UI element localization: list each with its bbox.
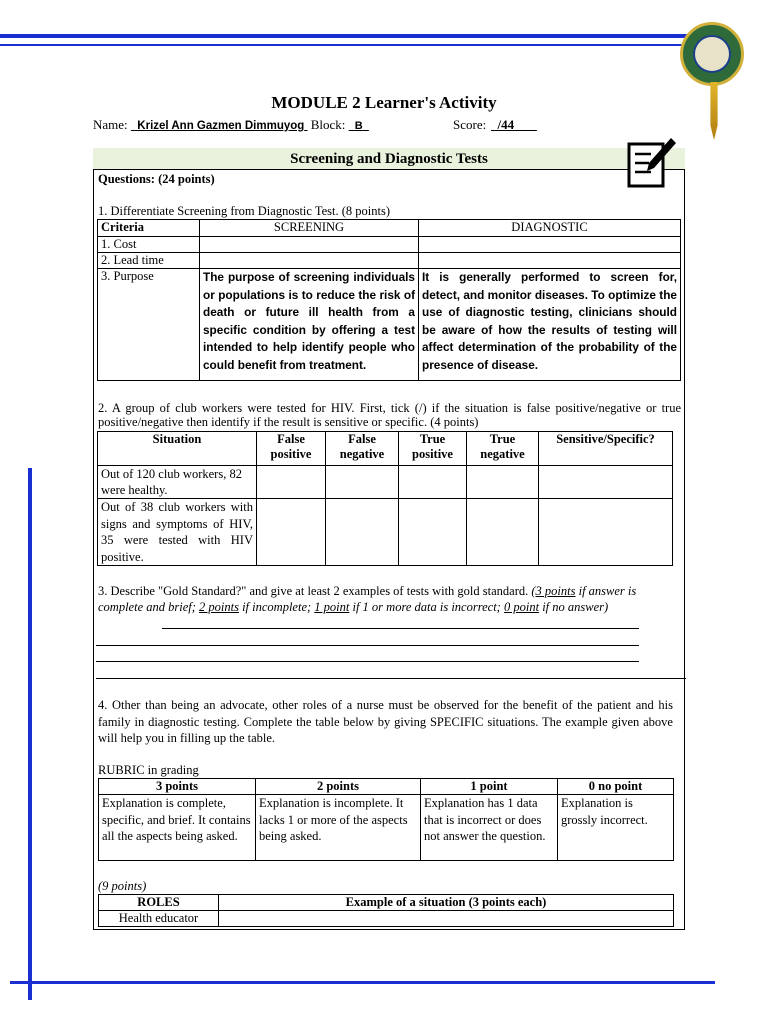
- q1-row-leadtime-label: 2. Lead time: [98, 253, 200, 269]
- rubric-table: [98, 778, 674, 861]
- q2-cell[interactable]: [539, 466, 673, 499]
- q3-rubric: (3 points if answer is complete and brief; 2 points if incomplete; 1 point if 1 or more data is incorrect; 0 point if no answer): [98, 584, 637, 614]
- name-row: [93, 117, 693, 133]
- block-label: Block:: [310, 117, 346, 132]
- q1-row-leadtime-diagnostic[interactable]: [419, 253, 681, 269]
- q2-cell[interactable]: [326, 499, 399, 566]
- name-label: Name:: [93, 117, 128, 132]
- rubric-cell-3: Explanation is complete, specific, and brief. It contains all the aspects being asked.: [99, 795, 256, 861]
- q3-answer-line[interactable]: [162, 628, 639, 629]
- q3-answer-line[interactable]: [96, 645, 639, 646]
- q2-cell[interactable]: [467, 466, 539, 499]
- rubric-header-2: 2 points: [256, 779, 421, 795]
- rubric-label: RUBRIC in grading: [98, 763, 199, 777]
- left-rule: [28, 468, 32, 1000]
- q2-table: [97, 431, 673, 566]
- university-seal-logo: [680, 22, 744, 86]
- rubric-cell-0: Explanation is grossly incorrect.: [558, 795, 674, 861]
- questions-label: Questions: (24 points): [98, 172, 215, 186]
- roles-table: [98, 894, 674, 927]
- q3-answer-line[interactable]: [96, 678, 686, 679]
- q2-cell[interactable]: [257, 499, 326, 566]
- q3-question: 3. Describe "Gold Standard?" and give at least 2 examples of tests with gold standard.: [98, 584, 529, 598]
- q2-cell[interactable]: [399, 499, 467, 566]
- q2-situation-1: Out of 120 club workers, 82 were healthy.: [98, 466, 257, 499]
- q1-text: 1. Differentiate Screening from Diagnostic Test. (8 points): [98, 204, 390, 218]
- section-title: Screening and Diagnostic Tests: [93, 148, 685, 170]
- rubric-cell-1: Explanation has 1 data that is incorrect or does not answer the question.: [421, 795, 558, 861]
- top-rule-thin: [0, 44, 705, 46]
- name-value: Krizel Ann Gazmen Dimmuyog: [137, 120, 305, 132]
- q2-header-sensitive-specific: Sensitive/Specific?: [539, 432, 673, 466]
- roles-row-example[interactable]: [219, 911, 674, 927]
- score-label: Score:: [453, 117, 487, 132]
- rubric-header-0: 0 no point: [558, 779, 674, 795]
- q2-cell[interactable]: [399, 466, 467, 499]
- rubric-cell-2: Explanation is incomplete. It lacks 1 or more of the aspects being asked.: [256, 795, 421, 861]
- block-value: B: [354, 120, 363, 132]
- q1-row-leadtime-screening[interactable]: [200, 253, 419, 269]
- roles-header-role: ROLES: [99, 895, 219, 911]
- q2-header-situation: Situation: [98, 432, 257, 466]
- q3-text: [98, 583, 658, 615]
- q1-row-purpose-screening[interactable]: The purpose of screening individuals or populations is to reduce the risk of death or future ill health from a specific condition by offering a test intended to help identify people who could benefit from treatment.: [200, 269, 419, 381]
- q2-header-true-positive: True positive: [399, 432, 467, 466]
- q2-cell[interactable]: [257, 466, 326, 499]
- q1-header-diagnostic: DIAGNOSTIC: [419, 220, 681, 237]
- rubric-header-3: 3 points: [99, 779, 256, 795]
- q2-cell[interactable]: [539, 499, 673, 566]
- q2-header-true-negative: True negative: [467, 432, 539, 466]
- rubric-header-1: 1 point: [421, 779, 558, 795]
- q1-header-screening: SCREENING: [200, 220, 419, 237]
- q1-row-cost-label: 1. Cost: [98, 237, 200, 253]
- q4-text: 4. Other than being an advocate, other roles of a nurse must be observed for the benefit of the patient and his family in diagnostic testing. Complete the table below by giving SPECIFIC situations. The example given above will help you in filling up the table.: [98, 698, 673, 745]
- q1-row-purpose-diagnostic[interactable]: It is generally performed to screen for, detect, and monitor diseases. To optimize the use of diagnostic testing, clinicians should be aware of how the results of testing will affect determination of the probability of the presence of disease.: [419, 269, 681, 381]
- points-label: (9 points): [98, 879, 147, 893]
- checklist-edit-icon: [627, 136, 677, 188]
- bottom-rule: [10, 981, 715, 984]
- q2-header-false-positive: False positive: [257, 432, 326, 466]
- q2-situation-2: Out of 38 club workers with signs and symptoms of HIV, 35 were tested with HIV positive.: [98, 499, 257, 566]
- q1-table: [97, 219, 681, 381]
- top-rule: [0, 34, 710, 38]
- q1-row-purpose-label: 3. Purpose: [98, 269, 200, 381]
- q2-cell[interactable]: [467, 499, 539, 566]
- roles-row-role: Health educator: [99, 911, 219, 927]
- q1-header-criteria: Criteria: [98, 220, 200, 237]
- q2-header-false-negative: False negative: [326, 432, 399, 466]
- roles-header-example: Example of a situation (3 points each): [219, 895, 674, 911]
- q1-row-cost-diagnostic[interactable]: [419, 237, 681, 253]
- q1-row-cost-screening[interactable]: [200, 237, 419, 253]
- q3-answer-line[interactable]: [96, 661, 639, 662]
- module-title: MODULE 2 Learner's Activity: [271, 93, 497, 112]
- score-value: /44: [497, 117, 515, 132]
- q2-text: 2. A group of club workers were tested for HIV. First, tick (/) if the situation is false positive/negative or true positive/negative then identify if the result is sensitive or specific. (4 points): [98, 401, 681, 429]
- q2-cell[interactable]: [326, 466, 399, 499]
